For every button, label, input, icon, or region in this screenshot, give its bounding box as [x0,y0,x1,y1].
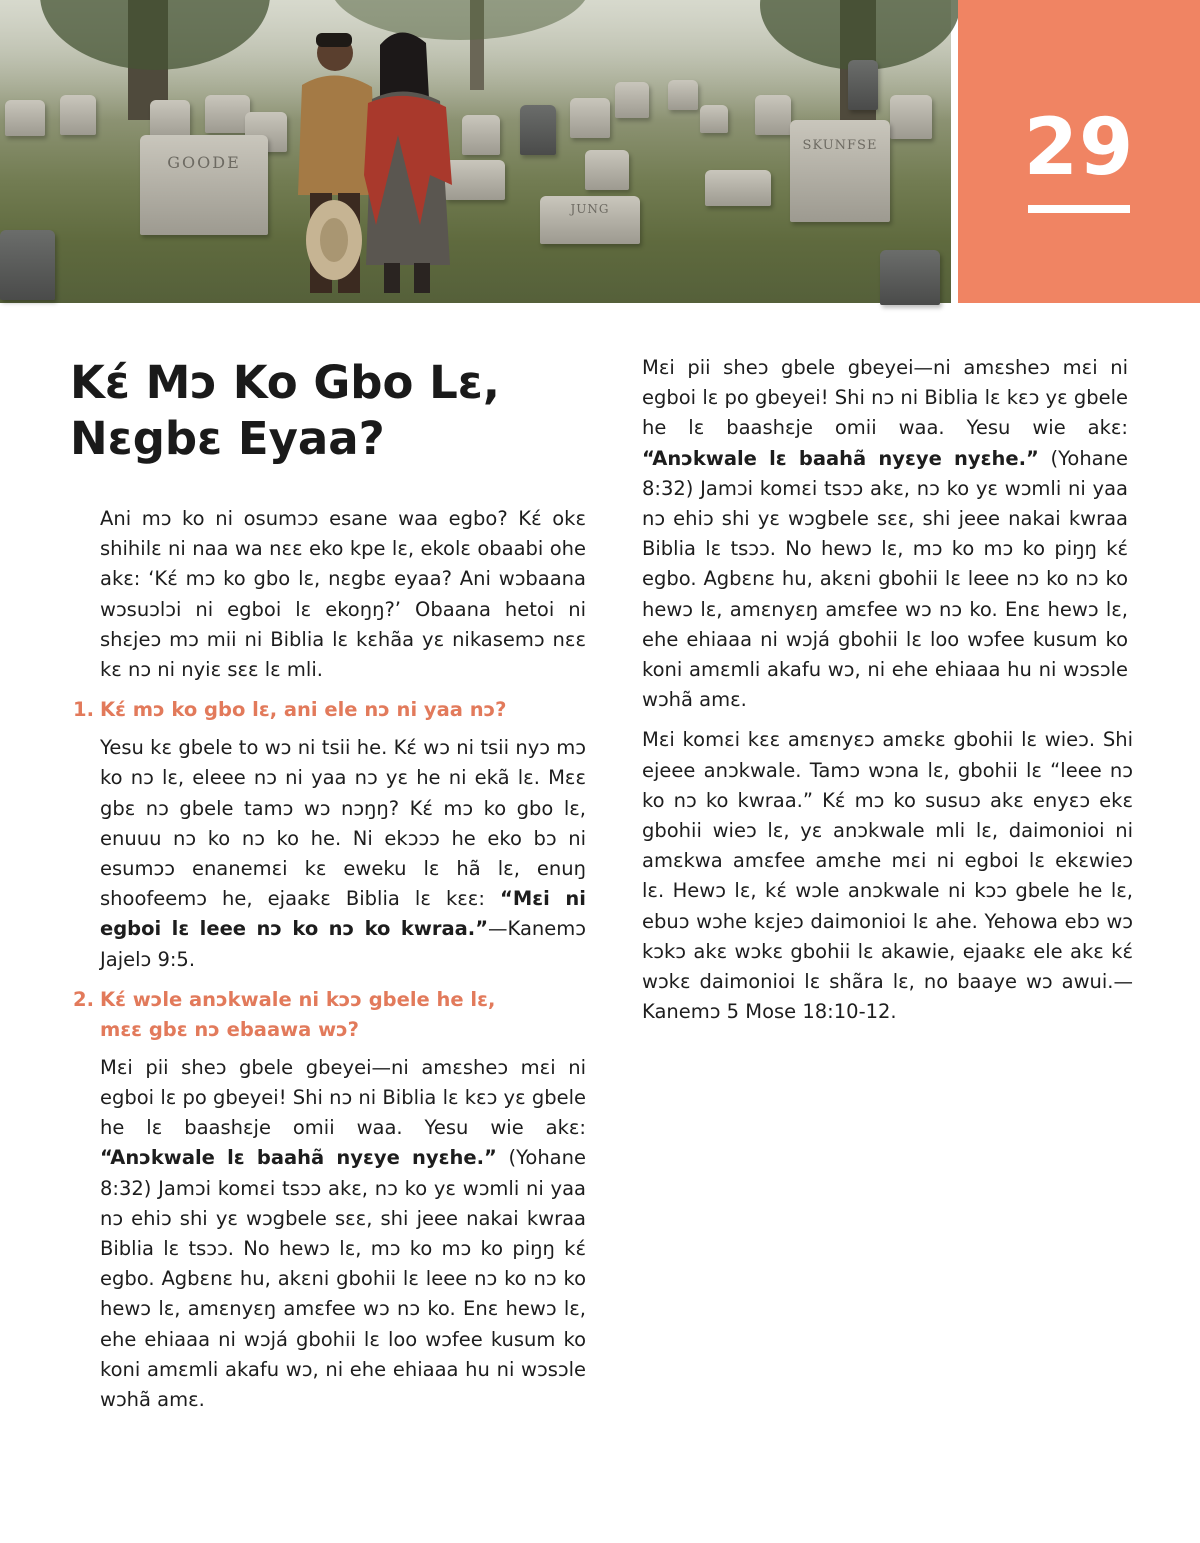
intro-paragraph: Ani mɔ ko ni osumɔɔ esane waa egbo? Kɛ́ okɛ shihilɛ ni naa wa nɛɛ eko kpe lɛ, ekolɛ obaabi ohe akɛ: ‘Kɛ́ mɔ ko gbo lɛ, nɛgbɛ eyaa? Ani wɔbaana wɔsuɔlɔi ni egboi lɛ ekoŋŋ?’ Obaana hetoi ni shɛjeɔ mɔ mii ni Biblia lɛ kɛhãa yɛ nikasemɔ nɛɛ kɛ nɔ ni nyiɛ sɛɛ lɛ mli. [100,507,586,682]
left-column [73,504,586,1412]
section-2-continued: (Yohane 8:32) Jamɔi komɛi tsɔɔ akɛ, nɔ ko yɛ wɔmli ni yaa nɔ ehiɔ shi yɛ wɔgbele sɛɛ, shi jeee nakai kwraa Biblia lɛ tsɔɔ. No hewɔ lɛ, mɔ ko mɔ ko piŋŋ kɛ́ egbo. Agbɛnɛ hu, akɛni gbohii lɛ leee nɔ ko nɔ ko hewɔ lɛ, amɛnyɛŋ amɛfee wɔ nɔ ko. Enɛ hewɔ lɛ, ehe ehiaaa ni wɔjá gbohii lɛ loo wɔfee kusum ko koni amɛmli akafu wɔ, ni ehe ehiaaa hu ni wɔsɔle wɔhã amɛ. [100,1146,586,1412]
section-2-text: Mɛi pii sheɔ gbele gbeyei—ni amɛsheɔ mɛi ni egboi lɛ po gbeyei! Shi nɔ ni Biblia lɛ kɛɔ yɛ gbele he lɛ baashɛje omii waa. Yesu wie akɛ: [100,1055,586,1140]
question-1 [73,695,586,725]
chapter-number: 29 [1023,103,1135,193]
section-1-paragraph [100,733,586,975]
headstone-jung: JUNG [540,196,640,244]
question-1-number: 1. [73,698,94,722]
question-2 [73,985,586,1045]
title-line-2: Nɛgbɛ Eyaa? [70,412,385,465]
closing-text: Mɛi komɛi kɛɛ amɛnyɛɔ amɛkɛ gbohii lɛ wieɔ. Shi ejeee anɔkwale. Tamɔ wɔna lɛ, gbohii lɛ “leee nɔ ko nɔ ko kwraa.” Kɛ́ mɔ ko susuɔ akɛ enyɛɔ ekɛ gbohii wieɔ lɛ, yɛ anɔkwale mli lɛ, daimonioi ni amɛkwa amɛfee amɛhe mɛi ni egboi lɛ ekɛwieɔ lɛ. Hewɔ lɛ, kɛ́ wɔle anɔkwale ni kɔɔ gbele he lɛ, ebuɔ wɔhe kɛjeɔ daimonioi lɛ ahe. Yehowa ebɔ wɔ kɔkɔ akɛ wɔkɛ gbohii lɛ akawie, ejaakɛ ele akɛ kɛ́ wɔkɛ daimonioi lɛ shãra lɛ, no baaye wɔ awui. [642,728,1133,994]
chapter-rule [1028,205,1130,213]
closing-reference: —Kanemɔ 5 Mose 18:10-12. [642,970,1133,1024]
closing-paragraph [642,725,1133,1027]
headstone-skunfse: SKUNFSE [790,120,890,222]
question-2-text [100,985,586,1045]
couple-figure [280,25,480,303]
question-2-line-2: mɛɛ gbɛ nɔ ebaawa wɔ? [100,1017,359,1041]
section-2-quote: “Anɔkwale lɛ baahã nyɛye nyɛhe.” [100,1146,497,1170]
headstone-goode: GOODE [140,135,268,235]
section-2-paragraph [100,1053,586,1412]
question-2-number: 2. [73,987,94,1011]
section-1-text: Yesu kɛ gbele to wɔ ni tsii he. Kɛ́ wɔ ni tsii nyɔ mɔ ko nɔ lɛ, eleee nɔ ni yaa nɔ yɛ he ni ekã lɛ. Mɛɛ gbɛ nɔ gbele tamɔ wɔ nɔŋŋ? Kɛ́ mɔ ko gbo lɛ, enuuu nɔ ko nɔ ko he. Ni ekɔɔɔ he eko bɔ ni esumɔɔ enanemɛi kɛ eweku lɛ hã lɛ, enuŋ shoofeemɔ he, ejaakɛ Biblia lɛ kɛɛ: [100,736,586,911]
section-2-continuation: Mɛi pii sheɔ gbele gbeyei—ni amɛsheɔ mɛi ni egboi lɛ po gbeyei! Shi nɔ ni Biblia lɛ kɛɔ yɛ gbele he lɛ baashɛje omii waa. Yesu wie akɛ: “Anɔkwale lɛ baahã nyɛye nyɛhe.” (Yohane 8:32) Jamɔi komɛi tsɔɔ akɛ, nɔ ko yɛ wɔmli ni yaa nɔ ehiɔ shi yɛ wɔgbele sɛɛ, shi jeee nakai kwraa Biblia lɛ tsɔɔ. No hewɔ lɛ, mɔ ko mɔ ko piŋŋ kɛ́ egbo. Agbɛnɛ hu, akɛni gbohii lɛ leee nɔ ko nɔ ko hewɔ lɛ, amɛnyɛŋ amɛfee wɔ nɔ ko. Enɛ hewɔ lɛ, ehe ehiaaa ni wɔjá gbohii lɛ loo wɔfee kusum ko koni amɛmli akafu wɔ, ni ehe ehiaaa hu ni wɔsɔle wɔhã amɛ. [642,356,1128,712]
hero-image [0,0,951,303]
section-1-reference: —Kanemɔ Jajelɔ 9:5. [100,917,586,971]
question-2-line-1: Kɛ́ wɔle anɔkwale ni kɔɔ gbele he lɛ, [100,987,496,1011]
chapter-badge [958,0,1200,303]
right-column [642,356,1133,1037]
title-line-1: Kɛ́ Mɔ Ko Gbo Lɛ, [70,356,500,409]
question-1-text: Kɛ́ mɔ ko gbo lɛ, ani ele nɔ ni yaa nɔ? [100,698,507,722]
section-1-quote: “Mɛi ni egboi lɛ leee nɔ ko nɔ ko kwraa.” [100,887,586,941]
